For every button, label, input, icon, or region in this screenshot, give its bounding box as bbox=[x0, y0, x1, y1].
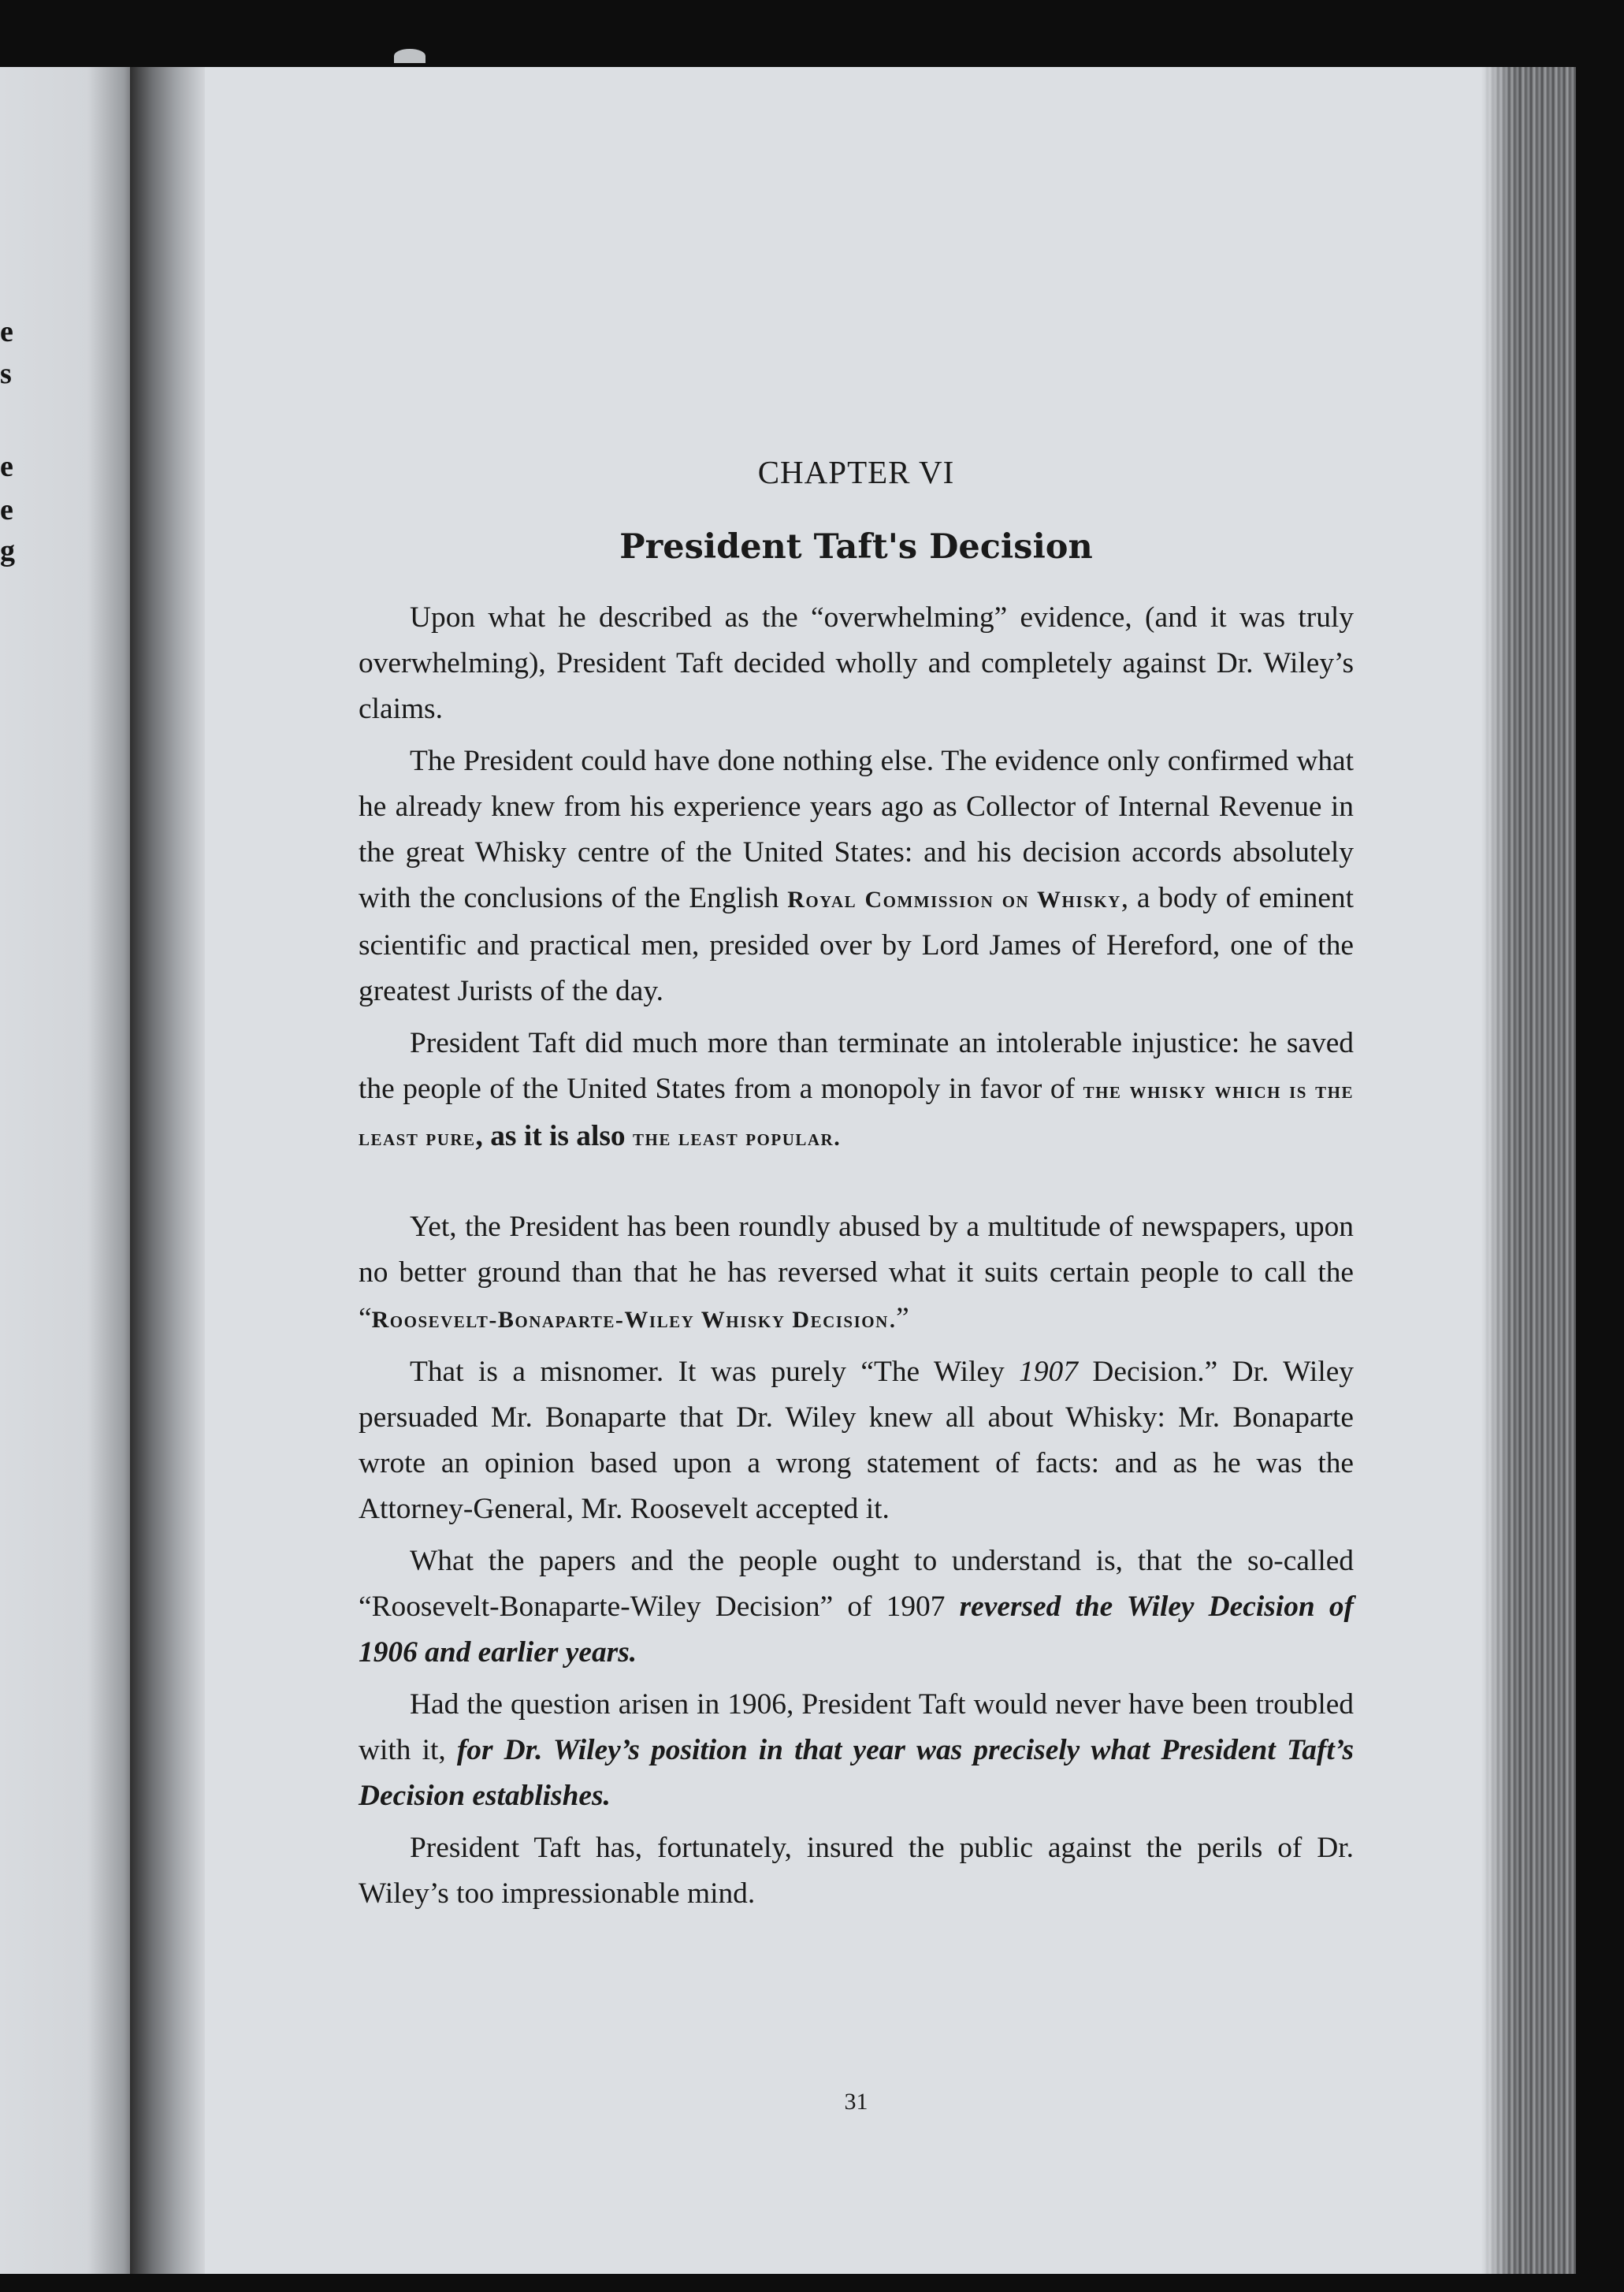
facing-page-edge bbox=[0, 67, 146, 2274]
paper-speck bbox=[394, 49, 426, 63]
page-number: 31 bbox=[844, 2089, 868, 2115]
edge-letter: e bbox=[0, 450, 13, 483]
paragraph-7: Had the question arisen in 1906, President Taft would never have been troubled with it, for Dr. Wiley’s position in that year was precisely what President Taft’s Decision establishes. bbox=[359, 1688, 1354, 1812]
italic-text: reversed the Wiley Decision of 1906 and earlier years. bbox=[359, 1591, 1354, 1669]
gutter-shadow bbox=[130, 67, 205, 2274]
paragraph-3: President Taft did much more than terminate an intolerable injustice: he saved the people of the United States from a monopoly in favor of the whisky which is the least pure, as it is also the least popular. bbox=[359, 1027, 1354, 1152]
edge-letter: s bbox=[0, 357, 12, 390]
page-text bbox=[359, 453, 1354, 2115]
page-edge-shade bbox=[1481, 67, 1513, 2274]
small-caps-text: the whisky which is the least pure bbox=[359, 1077, 1354, 1151]
edge-letter: g bbox=[0, 534, 15, 567]
chapter-heading: CHAPTER VI bbox=[757, 454, 955, 490]
book-page bbox=[130, 67, 1497, 2274]
small-caps-text: Royal Commission on Whisky bbox=[787, 887, 1121, 913]
paragraph-8: President Taft has, fortunately, insured the public against the perils of Dr. Wiley’s too impressionable mind. bbox=[359, 1832, 1354, 1910]
small-caps-text: Roosevelt-Bonaparte-Wiley Whisky Decision bbox=[371, 1307, 889, 1333]
paragraph-6: What the papers and the people ought to understand is, that the so-called “Roosevelt-Bonaparte-Wiley Decision” of 1907 reversed the Wiley Decision of 1906 and earlier years. bbox=[359, 1545, 1354, 1669]
edge-letter: e bbox=[0, 315, 13, 348]
paragraph-4: Yet, the President has been roundly abused by a multitude of newspapers, upon no better ground than that he has reversed what it suits certain people to call the “Roosevelt-Bonaparte-Wiley Whisky Decision.” bbox=[359, 1211, 1354, 1334]
paragraph-5: That is a misnomer. It was purely “The Wiley 1907 Decision.” Dr. Wiley persuaded Mr. Bonaparte that Dr. Wiley knew all about Whisky: Mr. Bonaparte wrote an opinion based upon a wrong statement of facts: and as he was the Attorney-General, Mr. Roosevelt accepted it. bbox=[359, 1356, 1354, 1525]
paragraph-2: The President could have done nothing else. The evidence only confirmed what he already knew from his experience years ago as Collector of Internal Revenue in the great Whisky centre of the United States: and his decision accords absolutely with the conclusions of the English Royal Commission on Whisky, a body of eminent scientific and practical men, presided over by Lord James of Hereford, one of the greatest Jurists of the day. bbox=[359, 745, 1354, 1007]
italic-text: 1907 bbox=[1019, 1356, 1078, 1388]
chapter-title: President Taft's Decision bbox=[619, 527, 1093, 567]
italic-text: for Dr. Wiley’s position in that year was precisely what President Taft’s Decision establishes. bbox=[359, 1734, 1354, 1812]
paragraph-1: Upon what he described as the “overwhelming” evidence, (and it was truly overwhelming), President Taft decided wholly and completely against Dr. Wiley’s claims. bbox=[359, 601, 1354, 725]
edge-letter: e bbox=[0, 493, 13, 526]
small-caps-text: the least popular. bbox=[632, 1125, 842, 1151]
